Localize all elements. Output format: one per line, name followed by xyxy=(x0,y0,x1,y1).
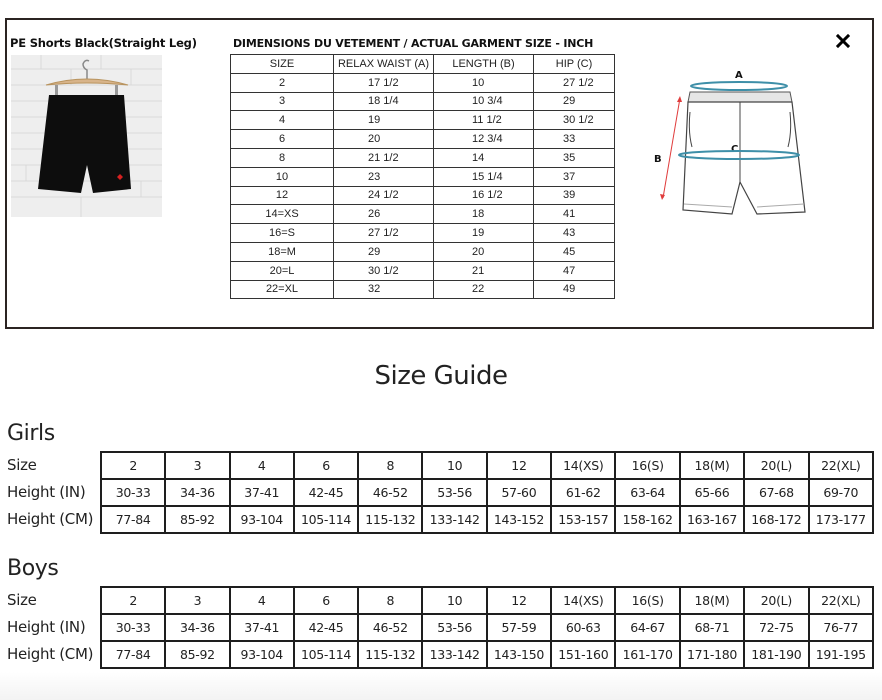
table-cell: 10 xyxy=(422,452,486,479)
table-cell: 168-172 xyxy=(744,506,808,533)
table-cell: 42-45 xyxy=(294,614,358,641)
table-cell: 30 1/2 xyxy=(534,111,615,130)
label-b: B xyxy=(654,154,662,165)
table-cell: 3 xyxy=(165,587,229,614)
table-cell: 33 xyxy=(534,130,615,149)
table-cell: 20(L) xyxy=(744,587,808,614)
table-cell: 10 xyxy=(434,73,534,92)
table-cell: 143-150 xyxy=(487,641,551,668)
table-cell: 16(S) xyxy=(615,452,679,479)
table-cell: 19 xyxy=(434,224,534,243)
table-row xyxy=(231,92,615,111)
table-cell: 23 xyxy=(334,167,434,186)
table-cell: 46-52 xyxy=(358,614,422,641)
table-row xyxy=(231,73,615,92)
table-cell: 20 xyxy=(434,242,534,261)
table-cell: 19 xyxy=(334,111,434,130)
table-cell: 42-45 xyxy=(294,479,358,506)
label-c: C xyxy=(731,144,739,155)
row-label-height-cm: Height (CM) xyxy=(7,510,94,528)
table-cell: 16(S) xyxy=(615,587,679,614)
table-cell: 20=L xyxy=(231,261,334,280)
table-cell: 21 1/2 xyxy=(334,148,434,167)
table-row xyxy=(231,148,615,167)
table-cell: 14=XS xyxy=(231,205,334,224)
table-cell: 77-84 xyxy=(101,506,165,533)
table-cell: 22 xyxy=(434,280,534,299)
table-cell: 2 xyxy=(231,73,334,92)
table-cell: 65-66 xyxy=(680,479,744,506)
table-cell: 57-60 xyxy=(487,479,551,506)
table-cell: 46-52 xyxy=(358,479,422,506)
table-cell: 4 xyxy=(230,587,294,614)
product-title: PE Shorts Black(Straight Leg) xyxy=(10,36,197,50)
table-cell: 30 1/2 xyxy=(334,261,434,280)
table-cell: 8 xyxy=(358,452,422,479)
table-cell: 16=S xyxy=(231,224,334,243)
table-cell: 30-33 xyxy=(101,614,165,641)
table-cell: 37 xyxy=(534,167,615,186)
table-cell: 22(XL) xyxy=(809,452,873,479)
table-cell: 133-142 xyxy=(422,641,486,668)
table-cell: 35 xyxy=(534,148,615,167)
table-row xyxy=(231,261,615,280)
table-cell: 37-41 xyxy=(230,614,294,641)
garment-table-heading: DIMENSIONS DU VETEMENT / ACTUAL GARMENT SIZE - INCH xyxy=(233,37,594,50)
table-cell: 133-142 xyxy=(422,506,486,533)
table-cell: 45 xyxy=(534,242,615,261)
table-cell: 67-68 xyxy=(744,479,808,506)
table-cell: 41 xyxy=(534,205,615,224)
table-cell: 34-36 xyxy=(165,479,229,506)
table-cell: 93-104 xyxy=(230,506,294,533)
table-cell: 27 1/2 xyxy=(334,224,434,243)
table-cell: 37-41 xyxy=(230,479,294,506)
page-bottom-edge xyxy=(0,672,882,700)
girls-heading: Girls xyxy=(7,421,55,446)
table-cell: 21 xyxy=(434,261,534,280)
table-cell: 27 1/2 xyxy=(534,73,615,92)
table-cell: 53-56 xyxy=(422,614,486,641)
table-cell: 60-63 xyxy=(551,614,615,641)
garment-size-table xyxy=(230,54,615,299)
table-cell: 64-67 xyxy=(615,614,679,641)
table-cell: 22=XL xyxy=(231,280,334,299)
table-cell: 10 xyxy=(422,587,486,614)
table-row-height-in xyxy=(101,479,873,506)
table-row-sizes xyxy=(101,452,873,479)
row-label-height-in: Height (IN) xyxy=(7,618,86,636)
shorts-photo-icon xyxy=(11,55,162,217)
table-cell: 61-62 xyxy=(551,479,615,506)
table-cell: 105-114 xyxy=(294,506,358,533)
row-label-size: Size xyxy=(7,591,37,609)
table-row xyxy=(231,280,615,299)
table-cell: 47 xyxy=(534,261,615,280)
table-cell: 10 xyxy=(231,167,334,186)
table-cell: 14(XS) xyxy=(551,452,615,479)
table-cell: 173-177 xyxy=(809,506,873,533)
table-cell: 77-84 xyxy=(101,641,165,668)
boys-heading: Boys xyxy=(7,556,59,581)
table-cell: 68-71 xyxy=(680,614,744,641)
table-cell: 158-162 xyxy=(615,506,679,533)
table-cell: 4 xyxy=(231,111,334,130)
table-cell: 34-36 xyxy=(165,614,229,641)
table-cell: 72-75 xyxy=(744,614,808,641)
table-cell: 105-114 xyxy=(294,641,358,668)
table-row xyxy=(231,111,615,130)
table-cell: 57-59 xyxy=(487,614,551,641)
table-cell: 12 xyxy=(231,186,334,205)
table-cell: 161-170 xyxy=(615,641,679,668)
table-cell: 20 xyxy=(334,130,434,149)
table-cell: 6 xyxy=(231,130,334,149)
table-cell: 171-180 xyxy=(680,641,744,668)
table-row-height-cm xyxy=(101,641,873,668)
table-row-sizes xyxy=(101,587,873,614)
column-header: RELAX WAIST (A) xyxy=(334,55,434,74)
table-cell: 30-33 xyxy=(101,479,165,506)
table-cell: 85-92 xyxy=(165,506,229,533)
table-cell: 18 xyxy=(434,205,534,224)
table-cell: 10 3/4 xyxy=(434,92,534,111)
row-label-height-in: Height (IN) xyxy=(7,483,86,501)
table-cell: 191-195 xyxy=(809,641,873,668)
table-cell: 11 1/2 xyxy=(434,111,534,130)
table-cell: 143-152 xyxy=(487,506,551,533)
table-cell: 53-56 xyxy=(422,479,486,506)
table-cell: 14 xyxy=(434,148,534,167)
table-cell: 39 xyxy=(534,186,615,205)
table-cell: 163-167 xyxy=(680,506,744,533)
row-label-height-cm: Height (CM) xyxy=(7,645,94,663)
table-cell: 29 xyxy=(334,242,434,261)
column-header: HIP (C) xyxy=(534,55,615,74)
table-row xyxy=(231,224,615,243)
close-button[interactable] xyxy=(832,30,854,52)
column-header: LENGTH (B) xyxy=(434,55,534,74)
table-cell: 4 xyxy=(230,452,294,479)
table-cell: 93-104 xyxy=(230,641,294,668)
table-cell: 18(M) xyxy=(680,452,744,479)
table-cell: 24 1/2 xyxy=(334,186,434,205)
table-cell: 63-64 xyxy=(615,479,679,506)
table-cell: 115-132 xyxy=(358,506,422,533)
table-cell: 12 xyxy=(487,587,551,614)
table-cell: 16 1/2 xyxy=(434,186,534,205)
table-cell: 85-92 xyxy=(165,641,229,668)
table-cell: 153-157 xyxy=(551,506,615,533)
table-cell: 12 xyxy=(487,452,551,479)
table-cell: 20(L) xyxy=(744,452,808,479)
table-row xyxy=(231,186,615,205)
shorts-measurement-diagram xyxy=(650,62,820,222)
table-row-height-cm xyxy=(101,506,873,533)
table-cell: 2 xyxy=(101,452,165,479)
label-a: A xyxy=(735,70,743,81)
table-cell: 3 xyxy=(165,452,229,479)
table-cell: 17 1/2 xyxy=(334,73,434,92)
table-cell: 32 xyxy=(334,280,434,299)
table-cell: 49 xyxy=(534,280,615,299)
size-guide-title: Size Guide xyxy=(374,361,508,391)
row-label-size: Size xyxy=(7,456,37,474)
table-cell: 18 1/4 xyxy=(334,92,434,111)
table-cell: 14(XS) xyxy=(551,587,615,614)
table-cell: 6 xyxy=(294,452,358,479)
table-row xyxy=(231,167,615,186)
table-cell: 3 xyxy=(231,92,334,111)
table-header-row xyxy=(231,55,615,74)
table-cell: 181-190 xyxy=(744,641,808,668)
table-cell: 69-70 xyxy=(809,479,873,506)
table-cell: 18(M) xyxy=(680,587,744,614)
table-row-height-in xyxy=(101,614,873,641)
boys-size-table xyxy=(100,586,874,669)
close-icon xyxy=(836,34,850,48)
column-header: SIZE xyxy=(231,55,334,74)
table-cell: 22(XL) xyxy=(809,587,873,614)
table-cell: 43 xyxy=(534,224,615,243)
table-row xyxy=(231,130,615,149)
table-cell: 15 1/4 xyxy=(434,167,534,186)
table-row xyxy=(231,242,615,261)
product-photo xyxy=(11,55,162,217)
table-cell: 8 xyxy=(358,587,422,614)
table-cell: 151-160 xyxy=(551,641,615,668)
girls-size-table xyxy=(100,451,874,534)
table-cell: 2 xyxy=(101,587,165,614)
table-cell: 26 xyxy=(334,205,434,224)
table-cell: 115-132 xyxy=(358,641,422,668)
table-cell: 12 3/4 xyxy=(434,130,534,149)
table-row xyxy=(231,205,615,224)
table-cell: 76-77 xyxy=(809,614,873,641)
table-cell: 18=M xyxy=(231,242,334,261)
table-cell: 29 xyxy=(534,92,615,111)
table-cell: 6 xyxy=(294,587,358,614)
table-cell: 8 xyxy=(231,148,334,167)
